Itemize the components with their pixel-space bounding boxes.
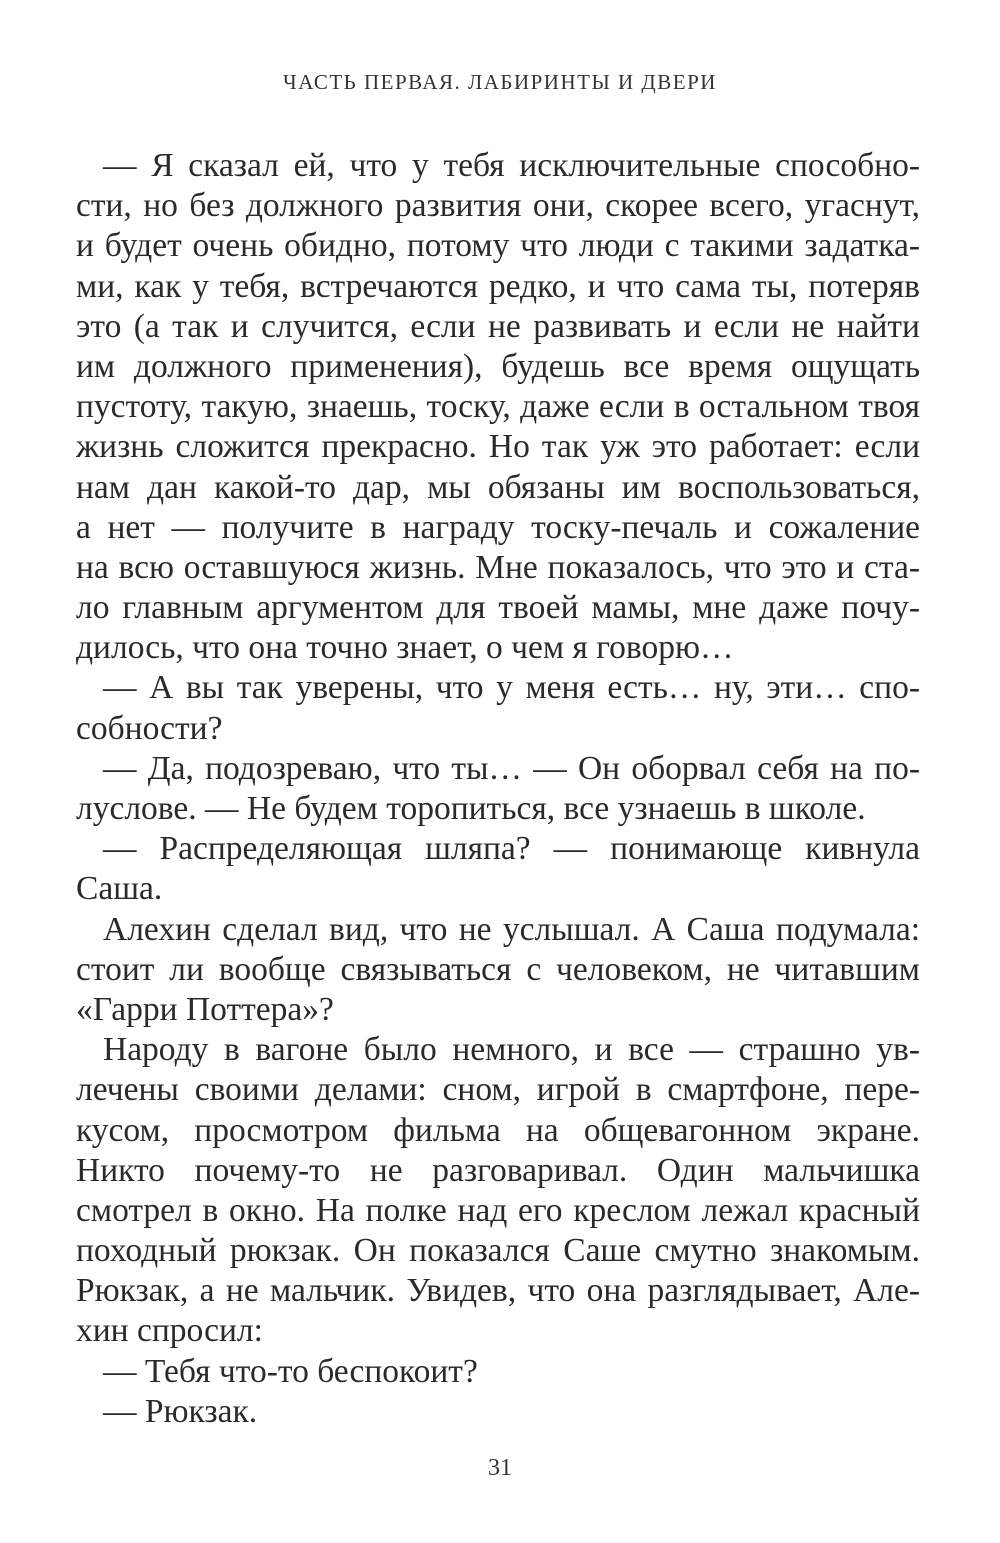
text-line: — Тебя что-то беспокоит? [103, 1352, 478, 1390]
running-head: ЧАСТЬ ПЕРВАЯ. ЛАБИРИНТЫ И ДВЕРИ [283, 70, 717, 94]
text-line: Алехин сделал вид, что не услышал. А Саша подумала: [103, 910, 920, 948]
text-line: и будет очень обидно, потому что люди с такими задатка- [76, 227, 920, 265]
text-line: Народу в вагоне было немного, и все — страшно ув- [103, 1031, 920, 1069]
text-line: ло главным аргументом для твоей мамы, мне даже почу- [76, 589, 920, 627]
text-line: «Гарри Поттера»? [76, 990, 334, 1028]
text-line: дилось, что она точно знает, о чем я говорю… [76, 629, 734, 667]
text-line: стоит ли вообще связываться с человеком, не читавшим [76, 950, 920, 988]
text-line: — Да, подозреваю, что ты… — Он оборвал себя на по- [103, 749, 920, 787]
text-line: им должного применения), будешь все время ощущать [76, 347, 920, 385]
text-line: Саша. [76, 870, 163, 908]
text-line: нам дан какой-то дар, мы обязаны им воспользоваться, [76, 468, 920, 506]
text-line: это (а так и случится, если не развивать и если не найти [76, 307, 920, 345]
text-line: а нет — получите в награду тоску-печаль и сожаление [76, 508, 920, 546]
text-line: пустоту, такую, знаешь, тоску, даже если в остальном твоя [76, 388, 920, 426]
text-line: жизнь сложится прекрасно. Но так уж это работает: если [76, 428, 920, 466]
text-line: лечены своими делами: сном, игрой в смартфоне, пере- [76, 1071, 920, 1109]
text-line: — Распределяющая шляпа? — понимающе кивнула [103, 830, 920, 868]
text-line: сти, но без должного развития они, скорее всего, угаснут, [76, 187, 920, 225]
text-line: ми, как у тебя, встречаются редко, и что сама ты, потеряв [76, 267, 920, 305]
text-line: на всю оставшуюся жизнь. Мне показалось, что это и ста- [76, 548, 920, 586]
text-line: Никто почему-то не разговаривал. Один мальчишка [76, 1151, 920, 1189]
body-text [76, 146, 920, 1432]
text-line: походный рюкзак. Он показался Саше смутно знакомым. [76, 1232, 920, 1270]
text-line: кусом, просмотром фильма на общевагонном экране. [76, 1111, 920, 1149]
page-number: 31 [488, 1455, 512, 1481]
text-line: — Рюкзак. [103, 1392, 258, 1430]
text-line: хин спросил: [76, 1312, 263, 1350]
text-line: смотрел в окно. На полке над его креслом лежал красный [76, 1191, 920, 1229]
text-line: луслове. — Не будем торопиться, все узнаешь в школе. [76, 790, 866, 827]
text-line: — Я сказал ей, что у тебя исключительные способно- [103, 147, 920, 184]
text-line: Рюкзак, а не мальчик. Увидев, что она разглядывает, Але- [76, 1272, 920, 1310]
text-line: — А вы так уверены, что у меня есть… ну, эти… спо- [103, 669, 920, 707]
text-line: собности? [76, 709, 223, 747]
